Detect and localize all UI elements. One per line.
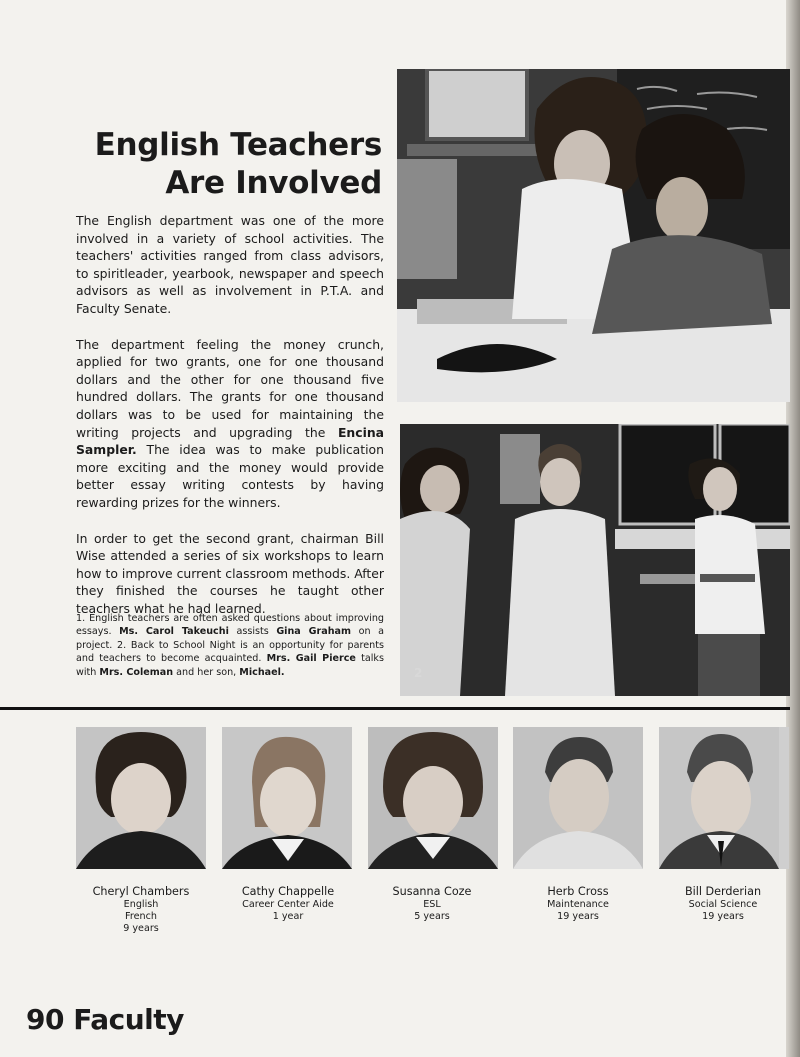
faculty-detail: 19 years	[557, 911, 599, 922]
portrait-herb-cross	[513, 727, 643, 869]
faculty-entry-chambers	[66, 885, 216, 935]
caption-text: and her son,	[173, 666, 240, 678]
article-title	[80, 126, 382, 202]
article-body	[76, 212, 384, 638]
faculty-entry-derderian	[648, 885, 798, 923]
back-to-school-night-photo	[400, 424, 790, 696]
caption-text: talks with	[76, 653, 384, 678]
faculty-detail: 1 year	[272, 911, 304, 922]
faculty-entry-coze	[357, 885, 507, 923]
caption-name: Mrs. Gail Pierce	[266, 653, 356, 665]
faculty-detail: 5 years	[414, 911, 450, 922]
faculty-name: Herb Cross	[547, 885, 609, 898]
paragraph-2	[76, 336, 384, 512]
faculty-name: Cheryl Chambers	[92, 885, 190, 898]
faculty-name: Bill Derderian	[684, 885, 762, 898]
portrait-image	[659, 727, 779, 869]
paragraph-1: The English department was one of the more involved in a variety of school activities. The teachers' activities ranged from class advisors, to spiritleader, yearbook, newspaper and speech advisors as well as involvement in P.T.A. and Faculty Senate.	[76, 213, 384, 316]
caption-name: Mrs. Coleman	[99, 666, 174, 678]
faculty-name: Cathy Chappelle	[241, 885, 335, 898]
portrait-cathy-chappelle	[222, 727, 352, 869]
portrait-image	[368, 727, 498, 869]
portrait-susanna-coze	[368, 727, 498, 869]
faculty-detail: Social Science	[688, 899, 758, 910]
page-number: 90	[26, 1003, 64, 1036]
portrait-image	[222, 727, 352, 869]
caption-name: Michael.	[239, 666, 285, 678]
portrait-image	[76, 727, 206, 869]
caption-name: Gina Graham	[276, 626, 352, 638]
portrait-image	[513, 727, 643, 869]
classroom-photo	[397, 69, 790, 402]
faculty-detail: Maintenance	[547, 899, 609, 910]
paragraph-3: In order to get the second grant, chairman Bill Wise attended a series of six workshops to learn how to improve current classroom methods. After they finished the courses he taught other teachers what he had learned.	[76, 530, 384, 616]
faculty-entry-cross	[503, 885, 653, 923]
caption-text: 1. English teachers are often asked questions about improving essays.	[76, 613, 384, 638]
classroom-photo-image	[397, 69, 790, 402]
caption-text: on a project. 2. Back to School Night is an opportunity for parents and teachers to become acquainted.	[76, 626, 384, 665]
sampler-name: Encina Sampler.	[76, 424, 384, 458]
page-footer	[26, 1003, 184, 1036]
caption-text: assists	[228, 626, 277, 638]
title-line-1: English Teachers	[94, 127, 382, 163]
faculty-name: Susanna Coze	[392, 885, 472, 898]
faculty-detail: English	[123, 899, 159, 910]
portrait-cheryl-chambers	[76, 727, 206, 869]
title-line-2: Are Involved	[165, 165, 382, 201]
paragraph-2-end: The idea was to make publication more exciting and the money would provide better essay writing contests by having rewarding prizes for the winners.	[76, 442, 384, 510]
portrait-bill-derderian	[659, 727, 789, 869]
photo-number: 2	[414, 666, 423, 680]
faculty-detail: French	[125, 911, 157, 922]
section-divider	[0, 707, 790, 710]
faculty-detail: ESL	[423, 899, 441, 910]
faculty-detail: Career Center Aide	[242, 899, 334, 910]
photo-caption	[76, 612, 384, 679]
caption-name: Ms. Carol Takeuchi	[119, 626, 229, 638]
section-name: Faculty	[73, 1003, 184, 1036]
faculty-detail: 19 years	[702, 911, 744, 922]
paragraph-2-start: The department feeling the money crunch, applied for two grants, one for one thousand dollars and the other for one thousand five hundred dollars. The grants for one thousand dollars was to be used for maintaining the writing projects and upgrading the	[76, 336, 384, 440]
faculty-entry-chappelle	[213, 885, 363, 923]
back-to-school-night-image	[400, 424, 790, 696]
faculty-detail: 9 years	[123, 923, 159, 934]
